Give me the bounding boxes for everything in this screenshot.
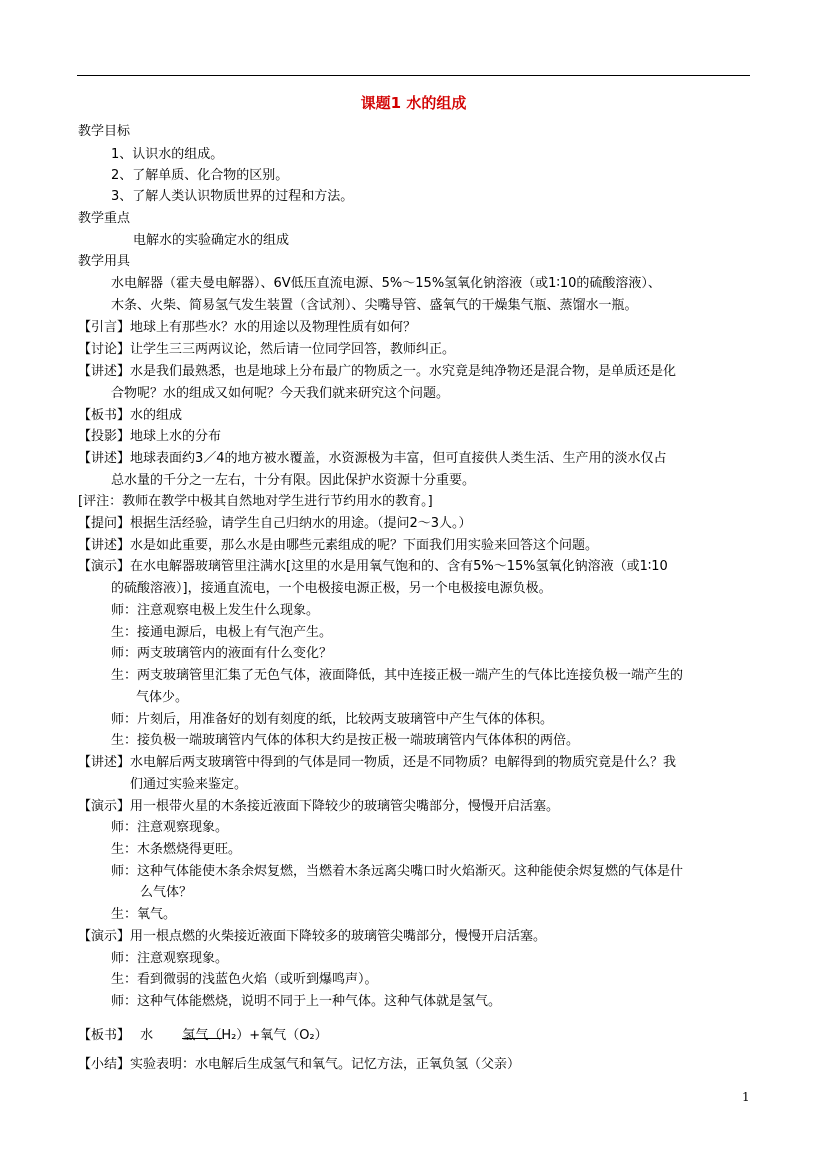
objective-1: 1、认识水的组成。 [111,147,224,162]
lecture-line-4b: 们通过实验来鉴定。 [130,777,248,792]
lecture-line-2: 【讲述】地球表面约3／4的地方被水覆盖，水资源极为丰富，但可直接供人类生活、生产用的淡水仅占 [78,451,667,466]
tools-line-2: 木条、火柴、简易氢气发生装置（含试剂）、尖嘴导管、盛氧气的干燥集气瓶、蒸馏水一瓶。 [111,298,638,313]
dialog-line-10: 生：氧气。 [111,907,177,922]
lecture-line-3: 【讲述】水是如此重要，那么水是由哪些元素组成的呢？下面我们用实验来回答这个问题。 [78,538,599,553]
page-title: 课题1 水的组成 [360,94,467,112]
dialog-line-1: 师：注意观察电极上发生什么现象。 [111,603,320,618]
heading-objectives: 教学目标 [78,124,131,139]
dialog-line-4: 生：两支玻璃管里汇集了无色气体，液面降低，其中连接正极一端产生的气体比连接负极一端产生的 [111,668,684,683]
dialog-line-11: 师：注意观察现象。 [111,951,229,966]
equation-line [78,1028,328,1044]
dialog-line-12: 生：看到微弱的浅蓝色火焰（或听到爆鸣声）。 [111,972,378,987]
reaction-arrow-line [182,1038,222,1039]
heading-focus: 教学重点 [78,211,131,226]
demo-line-2: 【演示】用一根带火星的木条接近液面下降较少的玻璃管尖嘴部分，慢慢开启活塞。 [78,799,560,814]
header-rule [77,75,750,76]
equation-reactant: 水 [140,1028,154,1043]
demo-line-3: 【演示】用一根点燃的火柴接近液面下降较多的玻璃管尖嘴部分，慢慢开启活塞。 [78,929,547,944]
summary-line: 【小结】实验表明：水电解后生成氢气和氧气。记忆方法，正氧负氢（父亲） [78,1057,521,1072]
lecture-line-1b: 合物呢？水的组成又如何呢？今天我们就来研究这个问题。 [111,386,450,401]
question-line: 【提问】根据生活经验，请学生自己归纳水的用途。（提问2～3人。） [78,516,472,531]
lecture-line-4: 【讲述】水电解后两支玻璃管中得到的气体是同一物质，还是不同物质？电解得到的物质究竟是什么？我 [78,755,677,770]
lecture-line-1: 【讲述】水是我们最熟悉，也是地球上分布最广的物质之一。水究竟是纯净物还是混合物，是单质还是化 [78,364,677,379]
dialog-line-9: 师：这种气体能使木条余烬复燃，当燃着木条远离尖嘴口时火焰渐灭。这种能使余烬复燃的气体是什 [111,864,684,879]
page-number: 1 [742,1090,750,1104]
tools-line-1: 水电解器（霍夫曼电解器）、6V低压直流电源、5%～15%氢氧化钠溶液（或1∶10的硫酸溶液）、 [111,276,661,291]
dialog-line-8: 生：木条燃烧得更旺。 [111,842,242,857]
dialog-line-2: 生：接通电源后，电极上有气泡产生。 [111,625,333,640]
objective-3: 3、了解人类认识物质世界的过程和方法。 [111,189,354,204]
dialog-line-7: 师：注意观察现象。 [111,820,229,835]
commentary-line: [评注：教师在教学中极其自然地对学生进行节约用水的教育。] [78,494,433,509]
dialog-line-9b: 么气体？ [140,885,193,900]
demo-line-1: 【演示】在水电解器玻璃管里注满水[这里的水是用氧气饱和的、含有5%～15%氢氧化钠溶液（或1∶10 [78,559,668,574]
intro-line: 【引言】地球上有那些水？水的用途以及物理性质有如何？ [78,320,417,335]
equation-products-wrap [182,1028,327,1044]
objective-2: 2、了解单质、化合物的区别。 [111,168,289,183]
board-line-1: 【板书】水的组成 [78,408,183,423]
equation-tag: 【板书】 [78,1028,131,1043]
focus-text: 电解水的实验确定水的组成 [133,233,290,248]
projection-line: 【投影】地球上水的分布 [78,429,222,444]
dialog-line-13: 师：这种气体能燃烧，说明不同于上一种气体。这种气体就是氢气。 [111,994,502,1009]
lecture-line-2b: 总水量的千分之一左右，十分有限。因此保护水资源十分重要。 [111,473,476,488]
heading-tools: 教学用具 [78,254,131,269]
dialog-line-6: 生：接负极一端玻璃管内气体的体积大约是按正极一端玻璃管内气体体积的两倍。 [111,733,580,748]
equation-products: 氢气（H₂）+氧气（O₂） [182,1028,328,1043]
dialog-line-4b: 气体少。 [136,690,189,705]
dialog-line-3: 师：两支玻璃管内的液面有什么变化？ [111,646,333,661]
discussion-line: 【讨论】让学生三三两两议论，然后请一位同学回答，教师纠正。 [78,342,456,357]
dialog-line-5: 师：片刻后，用准备好的划有刻度的纸，比较两支玻璃管中产生气体的体积。 [111,712,554,727]
demo-line-1b: 的硫酸溶液）]，接通直流电，一个电极接电源正极，另一个电极接电源负极。 [111,581,552,596]
